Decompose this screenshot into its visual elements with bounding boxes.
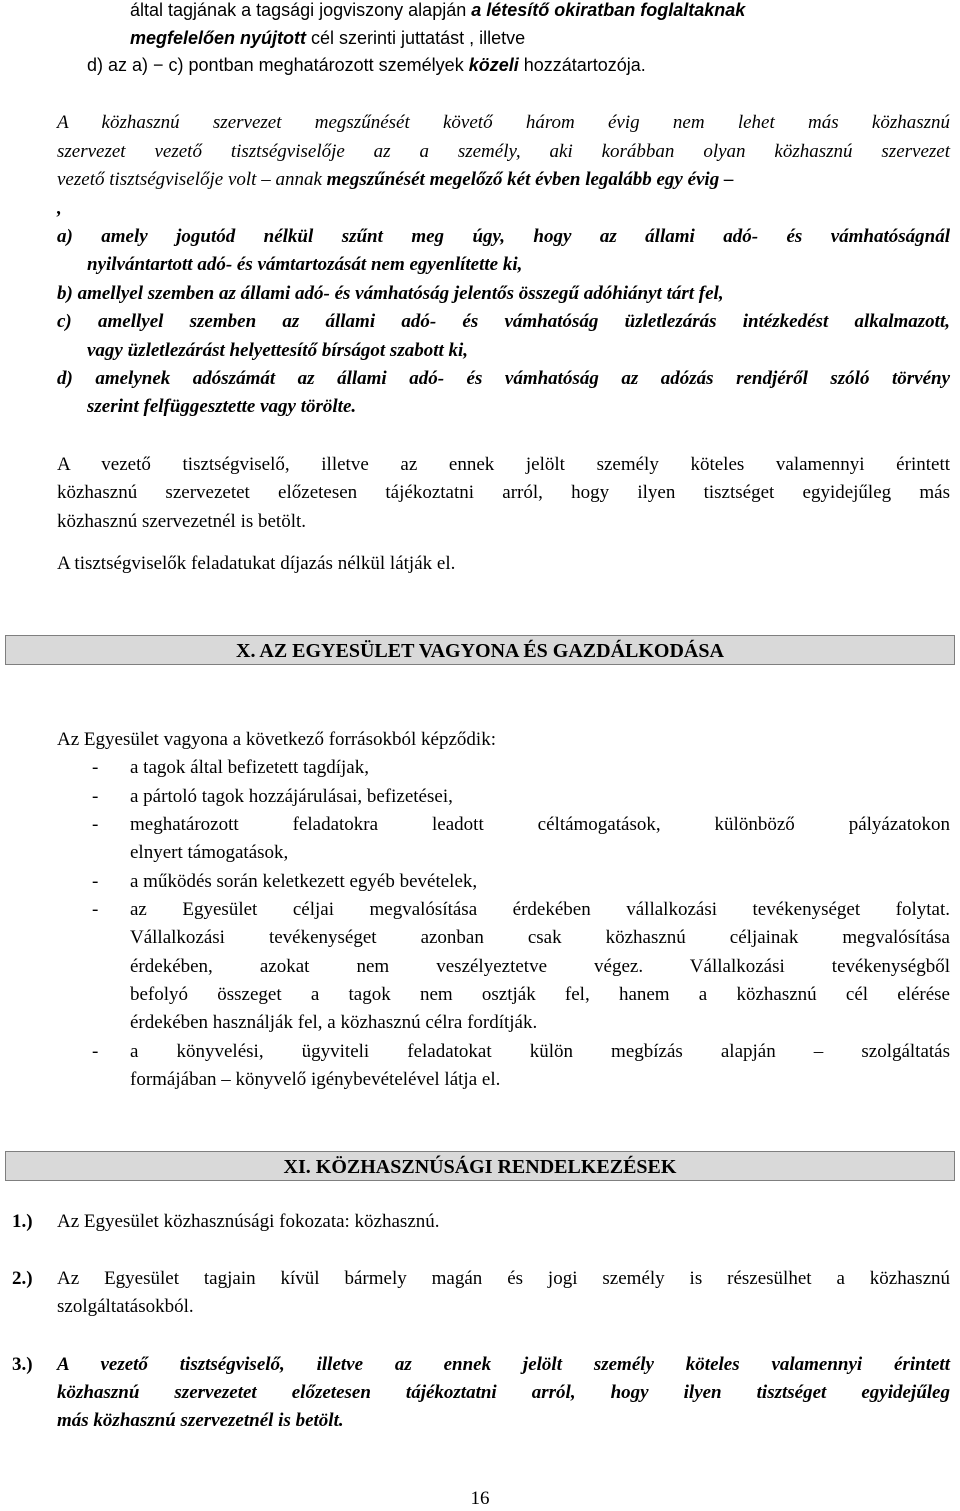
list-item-6-line-1: a könyvelési, ügyviteli feladatokat külön megbízás alapján – szolgáltatás — [130, 1041, 950, 1062]
para1-line-3: közhasznú szervezetnél is betölt. — [57, 511, 307, 532]
list-item-3-line-2: elnyert támogatások, — [130, 842, 289, 863]
italic-line-2: szervezet vezető tisztségviselője az a személy, aki korábban olyan közhasznú szervezet — [57, 141, 950, 162]
top-line-1-emphasis: a létesítő okiratban foglaltaknak — [471, 0, 746, 20]
section-11-heading: XI. KÖZHASZNÚSÁGI RENDELKEZÉSEK — [5, 1151, 955, 1181]
list-item-4: a működés során keletkezett egyéb bevételek, — [130, 871, 478, 892]
list-dash: - — [92, 871, 99, 892]
top-line-2-emphasis: megfelelően nyújtott — [130, 28, 307, 48]
item-1-text: Az Egyesület közhasznúsági fokozata: közhasznú. — [57, 1211, 440, 1232]
item-2-line-1: Az Egyesület tagjain kívül bármely magán és jogi személy is részesülhet a közhasznú — [57, 1268, 950, 1289]
list-dash: - — [92, 899, 99, 920]
item-3-line-3: más közhasznú szervezetnél is betölt. — [57, 1410, 344, 1431]
top-line-3-tail: hozzátartozója. — [518, 55, 646, 75]
list-item-2: a pártoló tagok hozzájárulásai, befizetései, — [130, 786, 453, 807]
page-number: 16 — [470, 1488, 490, 1509]
condition-d-line-1: d) amelynek adószámát az állami adó- és vámhatóság az adózás rendjéről szóló törvény — [57, 368, 950, 389]
condition-c-line-1: c) amellyel szemben az állami adó- és vámhatóság üzletlezárás intézkedést alkalmazott, — [57, 311, 950, 332]
condition-a-line-1: a) amely jogutód nélkül szűnt meg úgy, hogy az állami adó- és vámhatóságnál — [57, 226, 950, 247]
italic-line-3 — [57, 169, 733, 191]
condition-c-line-2: vagy üzletlezárást helyettesítő bírságot szabott ki, — [87, 340, 469, 361]
top-line-1-text: által tagjának a tagsági jogviszony alapján — [130, 0, 472, 20]
item-3-number: 3.) — [12, 1354, 33, 1375]
top-line-1 — [130, 0, 745, 21]
item-1-number: 1.) — [12, 1211, 33, 1232]
list-item-5-line-2: Vállalkozási tevékenységet azonban csak közhasznú céljainak megvalósítása — [130, 927, 950, 948]
list-item-6-line-2: formájában – könyvelő igénybevételével látja el. — [130, 1069, 501, 1090]
item-3-line-2: közhasznú szervezetet előzetesen tájékoztatni arról, hogy ilyen tisztséget egyidejűleg — [57, 1382, 950, 1403]
item-2-number: 2.) — [12, 1268, 33, 1289]
list-dash: - — [92, 814, 99, 835]
para1-line-2: közhasznú szervezetet előzetesen tájékoztatni arról, hogy ilyen tisztséget egyidejűleg más — [57, 482, 950, 503]
top-line-3-text: d) az a) − c) pontban meghatározott személyek — [87, 55, 469, 75]
item-3-line-1: A vezető tisztségviselő, illetve az ennek jelölt személy köteles valamennyi érintett — [57, 1354, 950, 1375]
para2: A tisztségviselők feladatukat díjazás nélkül látják el. — [57, 553, 456, 574]
section-10-heading: X. AZ EGYESÜLET VAGYONA ÉS GAZDÁLKODÁSA — [5, 635, 955, 665]
item-2-line-2: szolgáltatásokból. — [57, 1296, 194, 1317]
condition-d-line-2: szerint felfüggesztette vagy törölte. — [87, 396, 357, 417]
list-item-1: a tagok által befizetett tagdíjak, — [130, 757, 369, 778]
top-line-2 — [130, 28, 525, 49]
list-dash: - — [92, 786, 99, 807]
italic-line-4: , — [57, 198, 62, 219]
para1-line-1: A vezető tisztségviselő, illetve az ennek jelölt személy köteles valamennyi érintett — [57, 454, 950, 475]
condition-a-line-2: nyilvántartott adó- és vámtartozását nem egyenlítette ki, — [87, 254, 523, 275]
list-item-5-line-3: érdekében, azokat nem veszélyeztetve végez. Vállalkozási tevékenységből — [130, 956, 950, 977]
top-line-3-emphasis: közeli — [468, 55, 519, 75]
list-item-5-line-1: az Egyesület céljai megvalósítása érdekében vállalkozási tevékenységet folytat. — [130, 899, 950, 920]
list-item-3-line-1: meghatározott feladatokra leadott céltámogatások, különböző pályázatokon — [130, 814, 950, 835]
list-dash: - — [92, 1041, 99, 1062]
italic-line-3-emphasis: megszűnését megelőző két évben legalább egy évig – — [326, 169, 734, 190]
top-line-3 — [87, 55, 646, 76]
italic-line-1: A közhasznú szervezet megszűnését követő három évig nem lehet más közhasznú — [57, 112, 950, 133]
italic-line-3-text: vezető tisztségviselője volt – annak — [57, 169, 327, 190]
section-10-intro: Az Egyesület vagyona a következő forrásokból képződik: — [57, 729, 496, 750]
list-item-5-line-5: érdekében használják fel, a közhasznú célra fordítják. — [130, 1012, 538, 1033]
list-item-5-line-4: befolyó összeget a tagok nem osztják fel, hanem a közhasznú cél elérése — [130, 984, 950, 1005]
list-dash: - — [92, 757, 99, 778]
condition-b: b) amellyel szemben az állami adó- és vámhatóság jelentős összegű adóhiányt tárt fel, — [57, 283, 724, 304]
top-line-2-text: cél szerinti juttatást , illetve — [306, 28, 526, 48]
